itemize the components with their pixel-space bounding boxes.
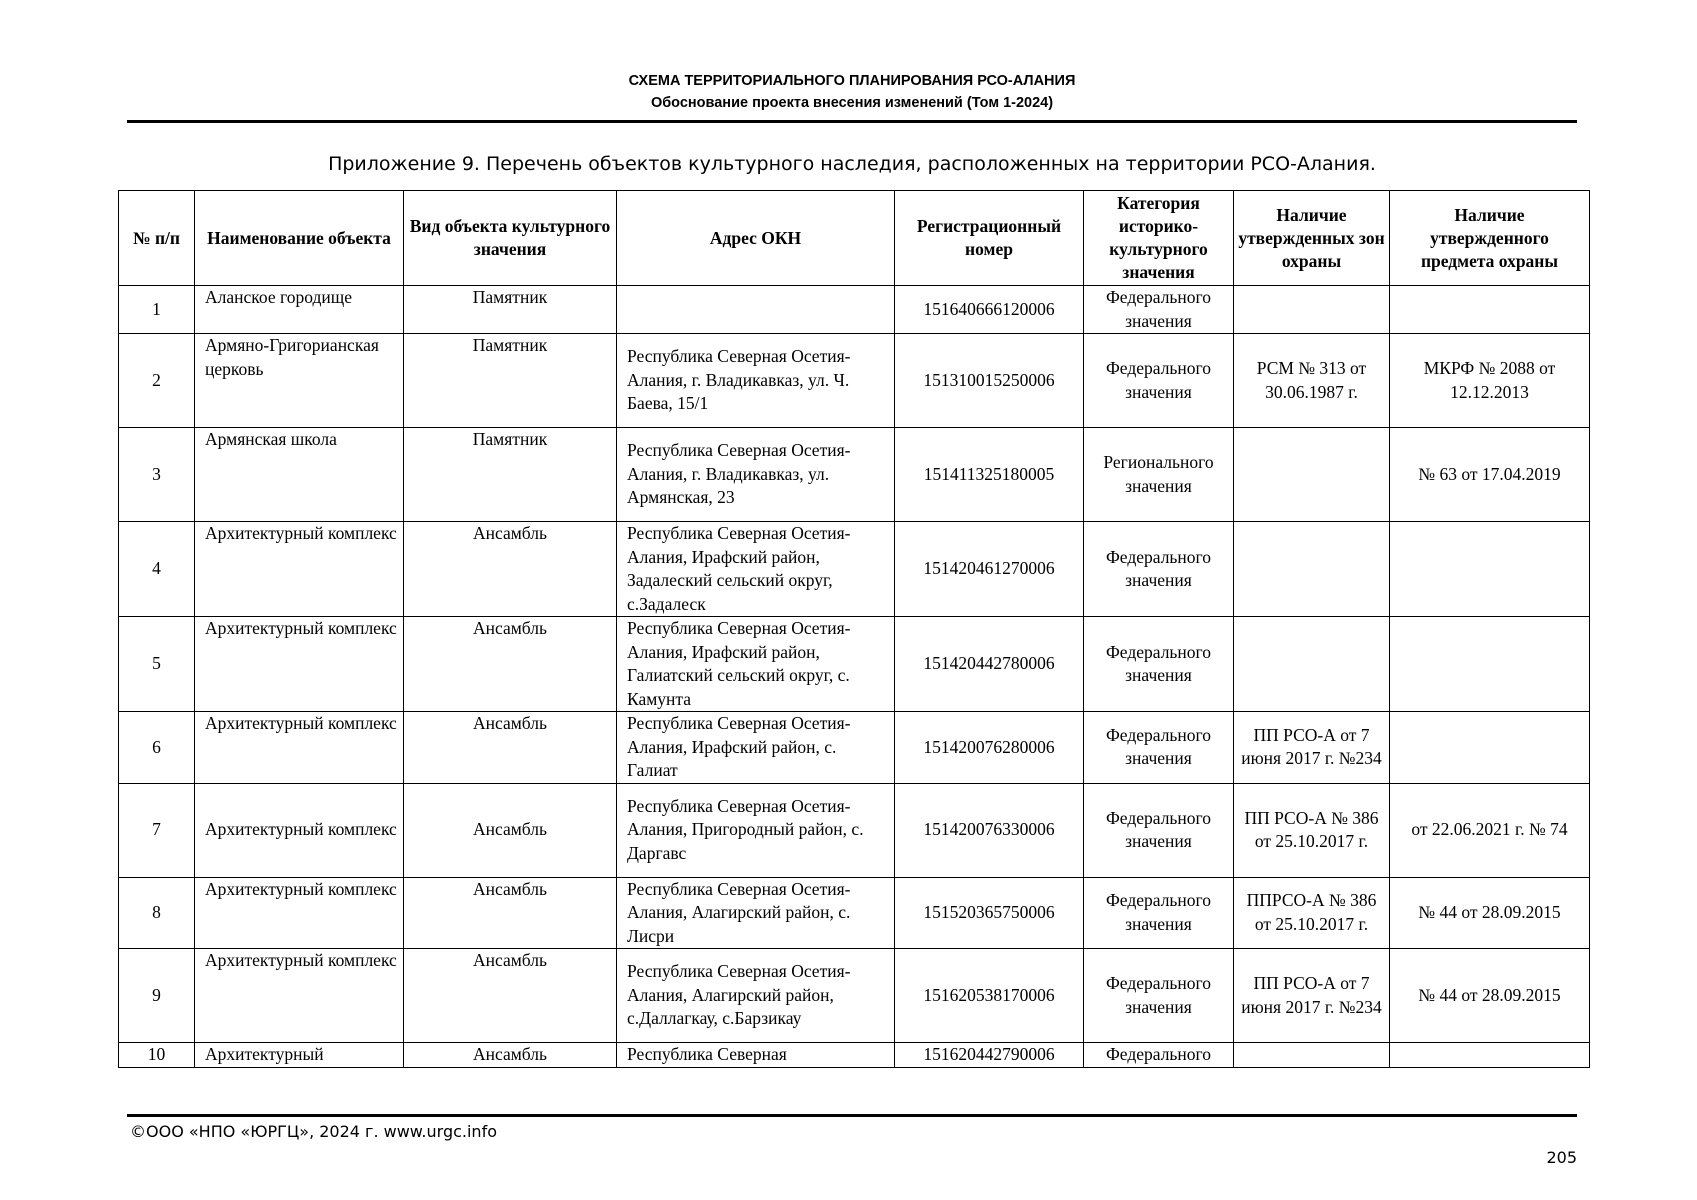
- cell-num: 10: [119, 1043, 195, 1068]
- cell-zones: [1234, 522, 1390, 617]
- cell-reg-number: 151310015250006: [895, 334, 1084, 428]
- cell-zones: [1234, 1043, 1390, 1068]
- cell-category: Федерального значения: [1084, 617, 1234, 712]
- table-row: [119, 428, 1590, 522]
- cell-address: [617, 286, 895, 334]
- appendix-caption: Приложение 9. Перечень объектов культурного наследия, расположенных на территории РСО-Алания.: [328, 153, 1376, 175]
- cell-zones: ППРСО-А № 386 от 25.10.2017 г.: [1234, 877, 1390, 949]
- cell-subject: [1390, 617, 1590, 712]
- cell-address: Республика Северная Осетия-Алания, г. Владикавказ, ул. Армянская, 23: [617, 428, 895, 522]
- cell-address: Республика Северная Осетия-Алания, Алагирский район, с.Даллагкау, с.Барзикау: [617, 949, 895, 1043]
- table-row: [119, 522, 1590, 617]
- cell-num: 5: [119, 617, 195, 712]
- cell-category: Федерального значения: [1084, 286, 1234, 334]
- cell-type: Ансамбль: [404, 1043, 617, 1068]
- column-header-category: Категория историко-культурного значения: [1084, 191, 1234, 286]
- cell-name: Армяно-Григорианская церковь: [195, 334, 404, 428]
- cell-reg-number: 151420076330006: [895, 783, 1084, 877]
- cell-type: Ансамбль: [404, 877, 617, 949]
- cell-name: Архитектурный: [195, 1043, 404, 1068]
- cell-name: Архитектурный комплекс: [195, 877, 404, 949]
- cell-num: 3: [119, 428, 195, 522]
- table-row: [119, 334, 1590, 428]
- cell-reg-number: 151520365750006: [895, 877, 1084, 949]
- footer-copyright: ©ООО «НПО «ЮРГЦ», 2024 г. www.urgc.info: [130, 1122, 497, 1141]
- cell-reg-number: 151640666120006: [895, 286, 1084, 334]
- cell-category: Федерального: [1084, 1043, 1234, 1068]
- cell-type: Памятник: [404, 286, 617, 334]
- cell-num: 1: [119, 286, 195, 334]
- cell-name: Аланское городище: [195, 286, 404, 334]
- cell-type: Ансамбль: [404, 617, 617, 712]
- table-header-row: [119, 191, 1590, 286]
- table-row: [119, 949, 1590, 1043]
- cell-zones: ПП РСО-А от 7 июня 2017 г. №234: [1234, 949, 1390, 1043]
- document-header-title: СХЕМА ТЕРРИТОРИАЛЬНОГО ПЛАНИРОВАНИЯ РСО-АЛАНИЯ: [628, 73, 1076, 89]
- cell-type: Ансамбль: [404, 949, 617, 1043]
- cell-zones: [1234, 286, 1390, 334]
- cell-subject: [1390, 712, 1590, 784]
- cell-address: Республика Северная Осетия-Алания, Ирафский район, Галиатский сельский округ, с. Камунта: [617, 617, 895, 712]
- table-row: [119, 783, 1590, 877]
- cell-address: Республика Северная Осетия-Алания, Ирафский район, Задалеский сельский округ, с.Задалеск: [617, 522, 895, 617]
- column-header-address: Адрес ОКН: [617, 191, 895, 286]
- cell-name: Архитектурный комплекс: [195, 783, 404, 877]
- cell-zones: ПП РСО-А от 7 июня 2017 г. №234: [1234, 712, 1390, 784]
- cell-subject: от 22.06.2021 г. № 74: [1390, 783, 1590, 877]
- cell-type: Памятник: [404, 334, 617, 428]
- cell-name: Архитектурный комплекс: [195, 522, 404, 617]
- cell-num: 4: [119, 522, 195, 617]
- cell-subject: МКРФ № 2088 от 12.12.2013: [1390, 334, 1590, 428]
- cell-num: 2: [119, 334, 195, 428]
- cell-category: Федерального значения: [1084, 712, 1234, 784]
- column-header-type: Вид объекта культурного значения: [404, 191, 617, 286]
- cell-category: Федерального значения: [1084, 783, 1234, 877]
- column-header-zones: Наличие утвержденных зон охраны: [1234, 191, 1390, 286]
- cell-num: 9: [119, 949, 195, 1043]
- cell-subject: [1390, 286, 1590, 334]
- table-row: [119, 286, 1590, 334]
- cell-zones: [1234, 428, 1390, 522]
- cell-reg-number: 151620442790006: [895, 1043, 1084, 1068]
- footer-rule: [127, 1114, 1577, 1117]
- cell-address: Республика Северная Осетия-Алания, Ирафский район, с. Галиат: [617, 712, 895, 784]
- column-header-subject: Наличие утвержденного предмета охраны: [1390, 191, 1590, 286]
- cell-name: Армянская школа: [195, 428, 404, 522]
- cell-zones: [1234, 617, 1390, 712]
- header-rule: [127, 120, 1577, 123]
- cell-zones: ПП РСО-А № 386 от 25.10.2017 г.: [1234, 783, 1390, 877]
- table-row: [119, 617, 1590, 712]
- cell-reg-number: 151420442780006: [895, 617, 1084, 712]
- cell-type: Ансамбль: [404, 712, 617, 784]
- cell-category: Регионального значения: [1084, 428, 1234, 522]
- cell-name: Архитектурный комплекс: [195, 712, 404, 784]
- cell-subject: [1390, 1043, 1590, 1068]
- cell-reg-number: 151620538170006: [895, 949, 1084, 1043]
- cell-address: Республика Северная Осетия-Алания, г. Владикавказ, ул. Ч. Баева, 15/1: [617, 334, 895, 428]
- column-header-num: № п/п: [119, 191, 195, 286]
- cell-subject: № 44 от 28.09.2015: [1390, 877, 1590, 949]
- table-row: [119, 1043, 1590, 1068]
- cell-category: Федерального значения: [1084, 877, 1234, 949]
- cell-name: Архитектурный комплекс: [195, 949, 404, 1043]
- cell-category: Федерального значения: [1084, 949, 1234, 1043]
- cell-subject: № 44 от 28.09.2015: [1390, 949, 1590, 1043]
- table-row: [119, 712, 1590, 784]
- document-header-subtitle: Обоснование проекта внесения изменений (Том 1-2024): [650, 95, 1054, 111]
- column-header-name: Наименование объекта: [195, 191, 404, 286]
- cell-zones: РСМ № 313 от 30.06.1987 г.: [1234, 334, 1390, 428]
- cell-category: Федерального значения: [1084, 522, 1234, 617]
- page-number: 205: [1546, 1148, 1577, 1167]
- cell-num: 8: [119, 877, 195, 949]
- cell-name: Архитектурный комплекс: [195, 617, 404, 712]
- cell-address: Республика Северная Осетия-Алания, Пригородный район, с. Даргавс: [617, 783, 895, 877]
- cell-type: Ансамбль: [404, 783, 617, 877]
- cell-reg-number: 151411325180005: [895, 428, 1084, 522]
- cell-address: Республика Северная Осетия-Алания, Алагирский район, с. Лисри: [617, 877, 895, 949]
- column-header-reg-number: Регистрационный номер: [895, 191, 1084, 286]
- cell-subject: [1390, 522, 1590, 617]
- cell-category: Федерального значения: [1084, 334, 1234, 428]
- cell-num: 6: [119, 712, 195, 784]
- cell-subject: № 63 от 17.04.2019: [1390, 428, 1590, 522]
- table-row: [119, 877, 1590, 949]
- cell-num: 7: [119, 783, 195, 877]
- cell-type: Памятник: [404, 428, 617, 522]
- cell-reg-number: 151420076280006: [895, 712, 1084, 784]
- heritage-objects-table: [118, 190, 1590, 1068]
- cell-type: Ансамбль: [404, 522, 617, 617]
- cell-address: Республика Северная: [617, 1043, 895, 1068]
- cell-reg-number: 151420461270006: [895, 522, 1084, 617]
